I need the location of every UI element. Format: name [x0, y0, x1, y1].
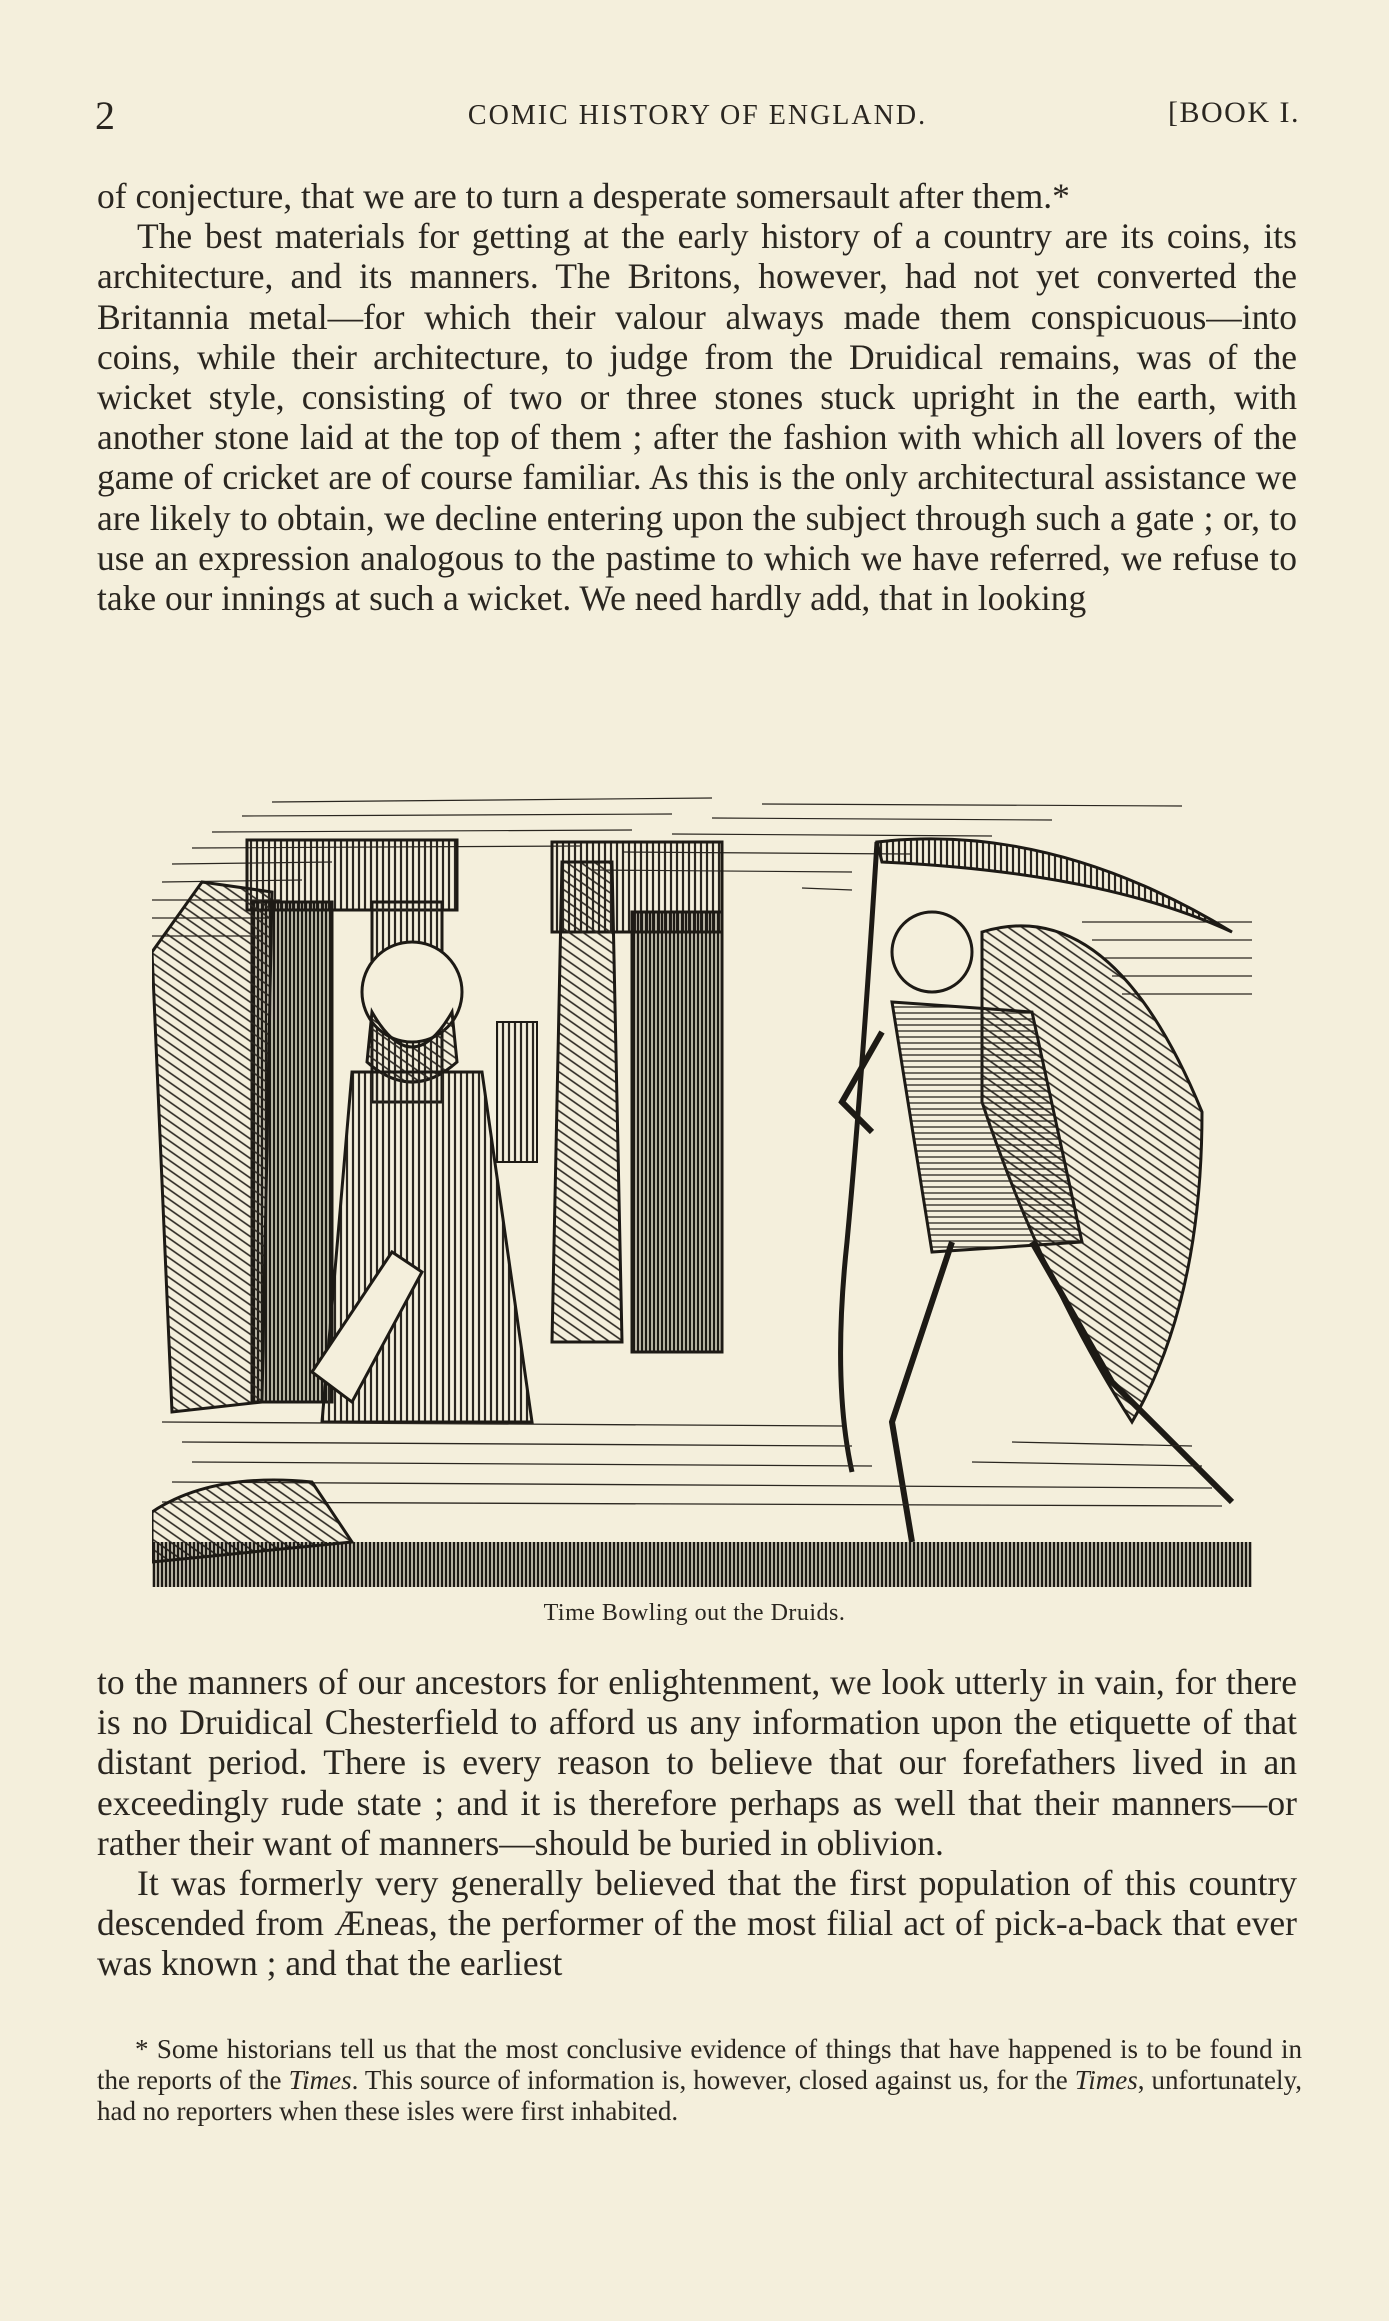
footnote-times-2: Times: [1074, 2065, 1138, 2095]
middle-standing-stone: [632, 912, 722, 1352]
paragraph-continuation: to the manners of our ancestors for enlightenment, we look utterly in vain, for there is no Druidical Chesterfield to afford us any information upon the etiquette of that distant period. There is every reason to believe that our forefathers lived in an exceedingly rude state ; and it is therefore perhaps as well that their manners—or rather their want of manners—should be buried in oblivion.: [97, 1662, 1297, 1863]
running-title: COMIC HISTORY OF ENGLAND.: [467, 100, 928, 131]
middle-standing-stone-2: [552, 862, 622, 1342]
paragraph: It was formerly very generally believed that the first population of this country descended from Æneas, the performer of the most filial act of pick-a-back that ever was known ; and that the earliest: [97, 1863, 1297, 1984]
footnote-part-2: . This source of information is, however, closed against us, for the: [351, 2065, 1075, 2095]
paragraph: The best materials for getting at the early history of a country are its coins, its architecture, and its manners. The Britons, however, had not yet converted the Britannia metal—for which their valour always made them conspicuous—into coins, while their architecture, to judge from the Druidical remains, was of the wicket style, consisting of two or three stones stuck upright in the earth, with another stone laid at the top of them ; after the fashion with which all lovers of the game of cricket are of course familiar. As this is the only architectural assistance we are likely to obtain, we decline entering upon the subject through such a gate ; or, to use an expression analogous to the pastime to which we have referred, we refuse to take our innings at such a wicket. We need hardly add, that in looking: [97, 216, 1297, 619]
footnote: [97, 2034, 1302, 2127]
body-text-top: [97, 176, 1297, 618]
father-time-figure: [841, 839, 1232, 1542]
page-number: 2: [95, 93, 116, 138]
running-head: [95, 92, 1300, 142]
engraving-illustration: [152, 782, 1252, 1587]
paragraph-continuation: of conjecture, that we are to turn a desperate somersault after them.*: [97, 176, 1070, 216]
druid-figure: [312, 942, 532, 1422]
figure-caption: Time Bowling out the Druids.: [543, 1600, 846, 1626]
left-lintel-stone: [247, 840, 457, 910]
footnote-part-3: , unfortunately, had no reporters when these isles were first inhabited.: [97, 2065, 1302, 2126]
left-outer-stone: [152, 882, 272, 1412]
book-label: [BOOK I.: [1168, 96, 1300, 129]
footnote-part-1: * Some historians tell us that the most conclusive evidence of things that have happened is to be found in the reports of the: [97, 2034, 1302, 2095]
footnote-times-1: Times: [288, 2065, 352, 2095]
ground-shadow: [152, 1542, 1252, 1587]
scythe-handle: [841, 842, 877, 1472]
small-distant-stone: [497, 1022, 537, 1162]
footnote-text: [97, 2034, 1302, 2127]
body-text-bottom: [97, 1662, 1297, 1984]
